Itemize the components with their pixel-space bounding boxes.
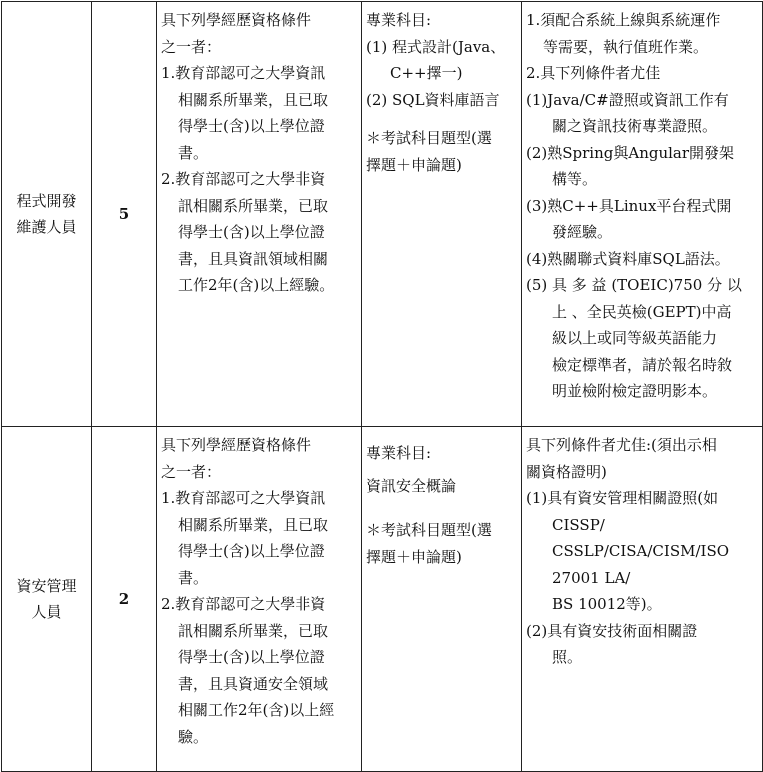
note-line: (3)熟C++具Linux平台程式開 xyxy=(526,196,732,215)
recruitment-table xyxy=(1,1,763,772)
table-row xyxy=(2,2,763,427)
note-line: BS 10012等)。 xyxy=(552,595,662,613)
qualification-item-line: 1.教育部認可之大學資訊 xyxy=(161,489,326,507)
qualification-item-line: 訊相關系所畢業，已取 xyxy=(178,621,329,640)
qualification-item-line: 得學士(含)以上學位證 xyxy=(178,648,325,666)
spacer xyxy=(366,499,517,517)
note-line: CSSLP/CISA/CISM/ISO xyxy=(552,542,730,560)
exam-subjects-cell xyxy=(362,2,522,427)
qualification-item-line: 書。 xyxy=(178,143,209,162)
qualification-item-line: 1.教育部認可之大學資訊 xyxy=(161,64,326,82)
note-line: 27001 LA/ xyxy=(552,568,631,587)
exam-format-note: 擇題＋申論題) xyxy=(366,155,462,174)
position-title-line: 人員 xyxy=(31,603,62,621)
qualification-item-line: 得學士(含)以上學位證 xyxy=(178,223,325,241)
position-title-cell xyxy=(2,427,92,772)
note-line: (2)具有資安技術面相關證 xyxy=(526,621,698,640)
table-row xyxy=(2,427,763,772)
qualification-cell xyxy=(157,427,362,772)
note-line: 發經驗。 xyxy=(552,223,613,241)
exam-subject-line: 專業科目: xyxy=(366,444,432,462)
note-line: 檢定標準者，請於報名時敘 xyxy=(552,355,733,374)
note-line: 等需要，執行值班作業。 xyxy=(543,37,709,56)
note-line: 照。 xyxy=(552,648,583,666)
qualification-intro: 具下列學經歷資格條件 xyxy=(161,11,312,29)
exam-subject-line: 專業科目: xyxy=(366,11,432,29)
qualification-item-line: 相關系所畢業，且已取 xyxy=(178,90,329,109)
notes-cell xyxy=(522,427,763,772)
note-line: 2.具下列條件者尤佳 xyxy=(526,64,661,82)
note-line: (2)熟Spring與Angular開發架 xyxy=(526,143,735,162)
qualification-item-line: 得學士(含)以上學位證 xyxy=(178,542,325,560)
notes-cell xyxy=(522,2,763,427)
qualification-item-line: 驗。 xyxy=(178,727,209,746)
exam-subject-line: 資訊安全概論 xyxy=(366,476,457,495)
position-title-line: 資安管理 xyxy=(16,576,77,595)
note-line: 關資格證明) xyxy=(526,462,607,481)
qualification-intro: 之一者： xyxy=(161,462,222,481)
position-title-cell xyxy=(2,2,92,427)
qualification-item-line: 書。 xyxy=(178,568,209,587)
exam-format-note: ＊考試科目題型(選 xyxy=(366,129,492,147)
qualification-item-line: 2.教育部認可之大學非資 xyxy=(161,170,326,188)
headcount-value: 2 xyxy=(118,589,130,608)
qualification-item-line: 相關工作2年(含)以上經 xyxy=(178,701,335,719)
headcount-cell xyxy=(92,2,157,427)
exam-subjects-cell xyxy=(362,427,522,772)
exam-subject-line: C++擇一) xyxy=(390,64,463,82)
qualification-item-line: 得學士(含)以上學位證 xyxy=(178,117,325,135)
qualification-item-line: 書，且具資訊領域相關 xyxy=(178,249,329,268)
exam-format-note: 擇題＋申論題) xyxy=(366,547,462,566)
note-line: (4)熟關聯式資料庫SQL語法。 xyxy=(526,249,730,268)
headcount-value: 5 xyxy=(118,204,130,223)
qualification-item-line: 相關系所畢業，且已取 xyxy=(178,515,329,534)
note-line: 明並檢附檢定證明影本。 xyxy=(552,382,718,400)
qualification-item-line: 書，且具資通安全領域 xyxy=(178,674,329,693)
spacer xyxy=(366,113,517,125)
note-line: 構等。 xyxy=(552,170,598,188)
note-line: 關之資訊技術專業證照。 xyxy=(552,117,718,135)
qualification-item-line: 工作2年(含)以上經驗。 xyxy=(178,276,335,294)
exam-subject-line: (1) 程式設計(Java、 xyxy=(366,37,506,56)
qualification-intro: 具下列學經歷資格條件 xyxy=(161,436,312,454)
note-line: CISSP/ xyxy=(552,515,605,534)
exam-subject-line: (2) SQL資料庫語言 xyxy=(366,90,500,109)
note-line: 上 、全民英檢(GEPT)中高 xyxy=(552,302,732,321)
qualification-item-line: 2.教育部認可之大學非資 xyxy=(161,595,326,613)
note-line: (1)Java/C#證照或資訊工作有 xyxy=(526,90,729,109)
qualification-cell xyxy=(157,2,362,427)
note-line: (1)具有資安管理相關證照(如 xyxy=(526,489,719,507)
note-line: 具下列條件者尤佳:(須出示相 xyxy=(526,436,717,454)
position-title-line: 維護人員 xyxy=(16,218,77,236)
qualification-item-line: 訊相關系所畢業，已取 xyxy=(178,196,329,215)
headcount-cell xyxy=(92,427,157,772)
qualification-intro: 之一者： xyxy=(161,37,222,56)
note-line: (5) 具 多 益 (TOEIC)750 分 以 xyxy=(526,276,742,294)
note-line: 級以上或同等級英語能力 xyxy=(552,329,718,347)
exam-format-note: ＊考試科目題型(選 xyxy=(366,521,492,539)
note-line: 1.須配合系統上線與系統運作 xyxy=(526,11,721,29)
position-title-line: 程式開發 xyxy=(16,191,77,210)
